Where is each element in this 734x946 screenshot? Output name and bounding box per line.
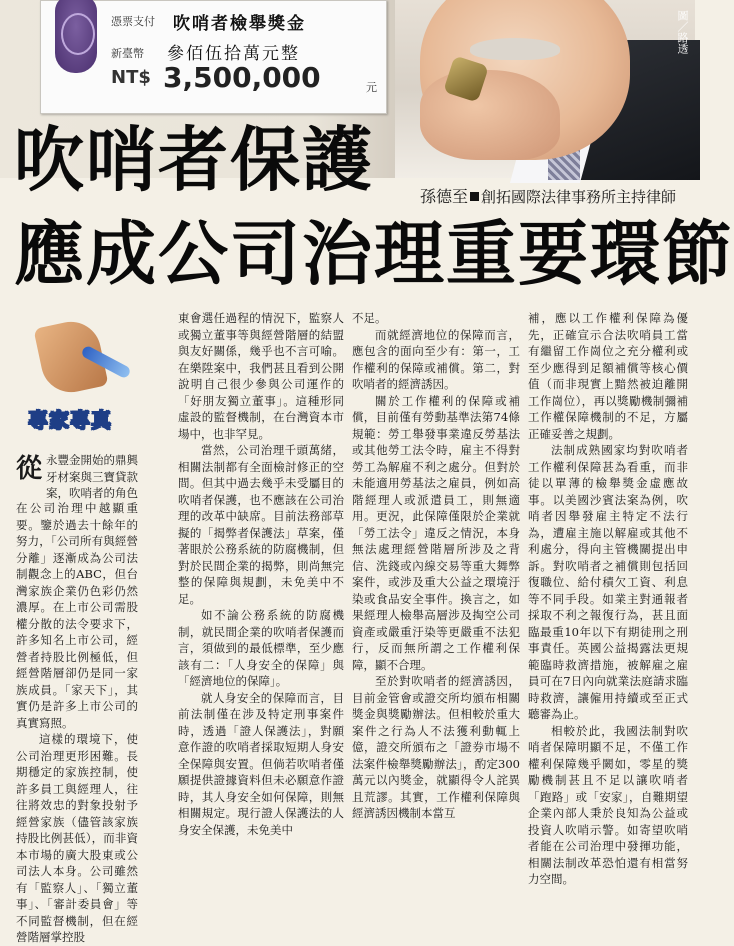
headline-line-1: 吹哨者保護 <box>14 119 374 201</box>
paragraph: 補，應以工作權利保障為優先，正確宣示合法吹哨員工當有繼留工作崗位之充分權利或至少應得到足額補償等核心價值（而非現實上黯然被迫離開工作崗位），再以獎勵機制彌補工作權保障機制的不足，方屬正確妥善之規劃。 <box>528 311 688 441</box>
cheque-payee: 吹哨者檢舉獎金 <box>173 14 306 34</box>
paragraph: 而就經濟地位的保障而言，應包含的面向至少有：第一，工作權利的保障或補償。第二，對吹哨者的經濟誘因。 <box>352 327 520 391</box>
cheque-amount-words: 參佰伍拾萬元整 <box>167 44 300 64</box>
column-1 <box>16 500 138 944</box>
paragraph: 當然，公司治理千頭萬緒，相關法制都有全面檢討修正的空間。但其中過去幾乎未受屬目的吹哨者保護，也不應該在公司治理的改革中缺席。目前法務部草擬的「揭弊者保護法」草案，僅著眼於公務系統的防腐機制，但對於民間企業的揭弊，則尚無完整的保障與規劃，未免美中不足。 <box>178 443 344 606</box>
emblem-icon <box>55 0 97 73</box>
cheque-unit: 元 <box>366 81 377 94</box>
column-badge-title: 專家專真 <box>28 408 112 432</box>
column-4 <box>528 310 688 886</box>
drop-cap: 從 <box>16 454 43 484</box>
paragraph: 不足。 <box>352 311 387 325</box>
paragraph: 關於工作權利的保障或補償，目前僅有勞動基準法第74條規範：勞工舉發事業違反勞基法或其他勞工法令時，雇主不得對勞工為解雇不利之處分。但對於未能適用勞基法之雇員，例如高階經理人或派遣員工，則無適用。更況，此保障僅限於企業就「勞工法令」違反之情況，本身無法處理經營階層所涉及之背信、洗錢或內線交易等重大舞弊案件，或涉及重大公益之環境汙染或食品安全事件。換言之，如果經理人檢舉高層涉及掏空公司資產或嚴重汙染等更嚴重不法犯行，反而無所謂之工作權利保障，顯不合理。 <box>352 393 520 672</box>
photo-credit: 圖／路透 <box>676 10 689 54</box>
cheque-label-pay: 憑票支付 <box>111 15 155 28</box>
author-title: 創拓國際法律事務所主持律師 <box>481 188 677 206</box>
reward-cheque <box>40 0 387 114</box>
paragraph: 東會選任過程的情況下，監察人或獨立董事等與經營階層的結盟與友好關係，幾乎也不言可喻。在樂陞案中，我們甚且看到公開說明自己很少參與公司運作的「好朋友獨立董事」。這種形同虛設的監督機制，在台灣資本市場中，也非罕見。 <box>178 311 344 441</box>
paragraph: 相較於此，我國法制對吹哨者保障明顯不足，不僅工作權利保障幾乎闕如，零星的獎勵機制甚且不足以讓吹哨者「跑路」或「安家」，自難期望企業內部人秉於良知為公益或投資人吹哨示警。如寄望吹哨者能在公司治理中發揮功能，相關法制改革恐怕還有相當努力空間。 <box>528 723 688 886</box>
author-name: 孫德至 <box>420 187 469 206</box>
paragraph: 這樣的環境下，使公司治理更形困難。長期穩定的家族控制，使許多員工與經理人，往往將效忠的對象投射予經營家族（儘管該家族持股比例甚低），而非資本市場的廣大股東或公司法人本身。公司雖然有「監察人」、「獨立董事」、「審計委員會」等不同監督機制，但在經營階層掌控股 <box>16 732 138 944</box>
column-1-lead: 永豐金開始的鼎興牙材案與三寶貸款案，吹哨者的角色 <box>46 453 138 500</box>
column-2 <box>178 310 344 837</box>
cheque-currency: NT$ <box>111 67 151 88</box>
square-bullet-icon <box>470 192 479 201</box>
headline-line-2: 應成公司治理重要環節 <box>14 213 734 295</box>
cheque-label-currency: 新臺幣 <box>111 47 144 60</box>
column-3 <box>352 310 520 820</box>
photo-hand <box>420 70 560 160</box>
paragraph: 法制成熟國家均對吹哨者工作權利保障甚為看重，而非徒以單薄的檢舉獎金虛應故事。以美國沙賓法案為例，吹哨者因舉發雇主特定不法行為，遭雇主施以解雇或其他不利處分，得向主管機關提出申訴。對吹哨者之補償則包括回復職位、給付積欠工資、利息等不同手段。如業主對通報者採取不利之報復行為，甚且面臨最重10年以下有期徒刑之刑事責任。英國公益揭露法更規範臨時救濟措施，被解雇之雇員可在7日內向就業法庭請求臨時救濟，讓僱用持續或至正式聽審為止。 <box>528 443 688 721</box>
paragraph: 至於對吹哨者的經濟誘因，目前金管會或證交所均頒布相關獎金與獎勵辦法。但相較於重大案件之行為人不法獲利動輒上億，證交所頒布之「證券市場不法案件檢舉獎勵辦法」，酌定300萬元以內獎金，就顯得令人詫異且荒謬。其實，工作權利保障與經濟誘因機制本當互 <box>352 674 520 820</box>
paragraph: 在公司治理中越顯重要。鑒於過去十餘年的努力，「公司所有與經營分離」逐漸成為公司法制觀念上的ABC，但台灣家族企業仍色彩仍然濃厚。在上市公司需股權分散的法令要求下，許多知名上市公司，經營者持股比例極低，但經營階層卻仍是同一家族成員。「家天下」，其實仍是許多上市公司的真實寫照。 <box>16 501 138 730</box>
byline <box>420 184 676 207</box>
column-badge <box>10 318 132 442</box>
photo-mustache <box>470 38 560 60</box>
cheque-amount-digits: 3,500,000 <box>163 61 321 94</box>
paragraph: 如不論公務系統的防腐機制，就民間企業的吹哨者保護而言，須做到的最低標準，至少應該有二：「人身安全的保障」與「經濟地位的保障」。 <box>178 608 344 688</box>
paragraph: 就人身安全的保障而言，目前法制僅在涉及特定刑事案件時，透過「證人保護法」，對願意作證的吹哨者採取短期人身安全保障與安置。但倘若吹哨者僅願提供證據資料但未必願意作證時，其人身安全如何保障，則無相關規定。現行證人保護法的人身安全保護，未免美中 <box>178 690 344 837</box>
